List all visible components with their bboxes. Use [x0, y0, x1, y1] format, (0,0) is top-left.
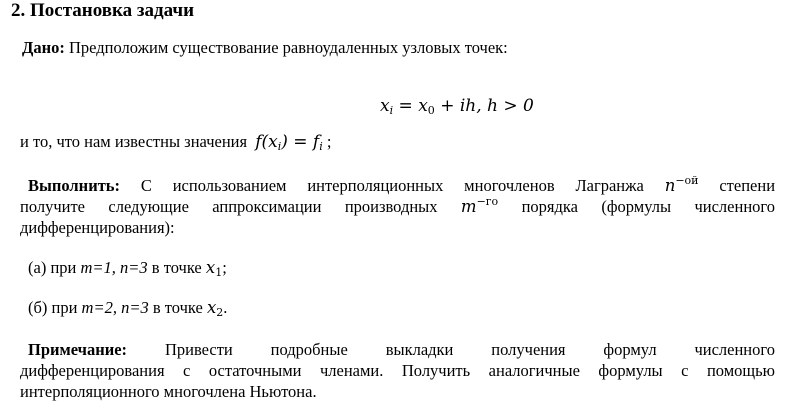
- m-sup: −го: [476, 195, 499, 208]
- section-title: Постановка задачи: [30, 0, 195, 21]
- item-b-middle: в точке: [152, 298, 203, 317]
- known-values-text: и то, что нам известны значения: [20, 132, 248, 151]
- fx-open: f(x: [255, 132, 278, 152]
- note-line-2: дифференцирования с остаточными членами. Получить аналогичные формулы с помощью: [20, 361, 775, 380]
- item-b-point: [207, 298, 223, 317]
- fx-sub: i: [277, 140, 282, 153]
- item-a-params: m=1, n=3: [80, 258, 148, 277]
- known-values-end: ;: [326, 132, 332, 151]
- task-m-var: [461, 197, 498, 216]
- task-line-2-end: порядка (формулы численного: [521, 197, 776, 216]
- note-label: Примечание:: [28, 340, 128, 359]
- item-a-middle: в точке: [151, 258, 202, 277]
- nodes-formula: [380, 96, 534, 116]
- given-paragraph: [22, 38, 508, 58]
- fx-sub2: i: [319, 140, 323, 153]
- item-a: [28, 258, 227, 278]
- known-values-formula: [255, 132, 323, 152]
- n-var: n: [664, 176, 676, 195]
- formula-lhs: x: [380, 96, 390, 116]
- item-a-point: [206, 258, 222, 277]
- item-b-prefix: (б) при: [28, 298, 78, 317]
- note-paragraph: [20, 339, 775, 402]
- section-heading: [11, 0, 194, 22]
- given-text: Предположим существование равноудаленных узловых точек:: [68, 38, 508, 57]
- fx-mid: ) = f: [281, 132, 320, 152]
- formula-lhs-sub: i: [389, 104, 394, 117]
- m-var: m: [460, 197, 477, 216]
- item-a-end: ;: [222, 258, 227, 277]
- item-b-point-var: x: [206, 298, 217, 317]
- formula-rhs-var: x: [418, 96, 428, 116]
- section-number: 2.: [11, 0, 26, 21]
- item-b-end: .: [223, 298, 228, 317]
- note-line-1: [20, 339, 775, 360]
- task-line-2-start: получите следующие аппроксимации производных: [20, 197, 438, 216]
- task-label: Выполнить:: [28, 176, 121, 195]
- item-b-params: m=2, n=3: [81, 298, 149, 317]
- item-b: [28, 298, 227, 318]
- item-a-point-var: x: [205, 258, 216, 277]
- task-line-2: [20, 196, 775, 217]
- task-line-1: [20, 175, 775, 196]
- note-line-1-text: Привести подробные выкладки получения формул численного: [164, 340, 775, 359]
- known-values-line: [20, 132, 331, 152]
- note-line-3: интерполяционного многочлена Ньютона.: [20, 382, 317, 401]
- formula-rhs-rest: + ih, h > 0: [440, 96, 534, 116]
- item-a-point-sub: 1: [215, 266, 223, 279]
- task-line-1-end: степени: [719, 176, 776, 195]
- formula-rhs-sub: 0: [427, 104, 435, 117]
- given-label: Дано:: [22, 38, 65, 57]
- n-sup: −ой: [675, 174, 699, 187]
- formula-eq: =: [398, 96, 413, 116]
- item-b-point-sub: 2: [216, 306, 224, 319]
- item-a-prefix: (а) при: [28, 258, 77, 277]
- task-line-3: дифференцирования):: [20, 218, 175, 237]
- task-line-1-text: С использованием интерполяционных многочленов Лагранжа: [140, 176, 644, 195]
- task-paragraph: [20, 175, 775, 238]
- task-n-var: [665, 176, 699, 195]
